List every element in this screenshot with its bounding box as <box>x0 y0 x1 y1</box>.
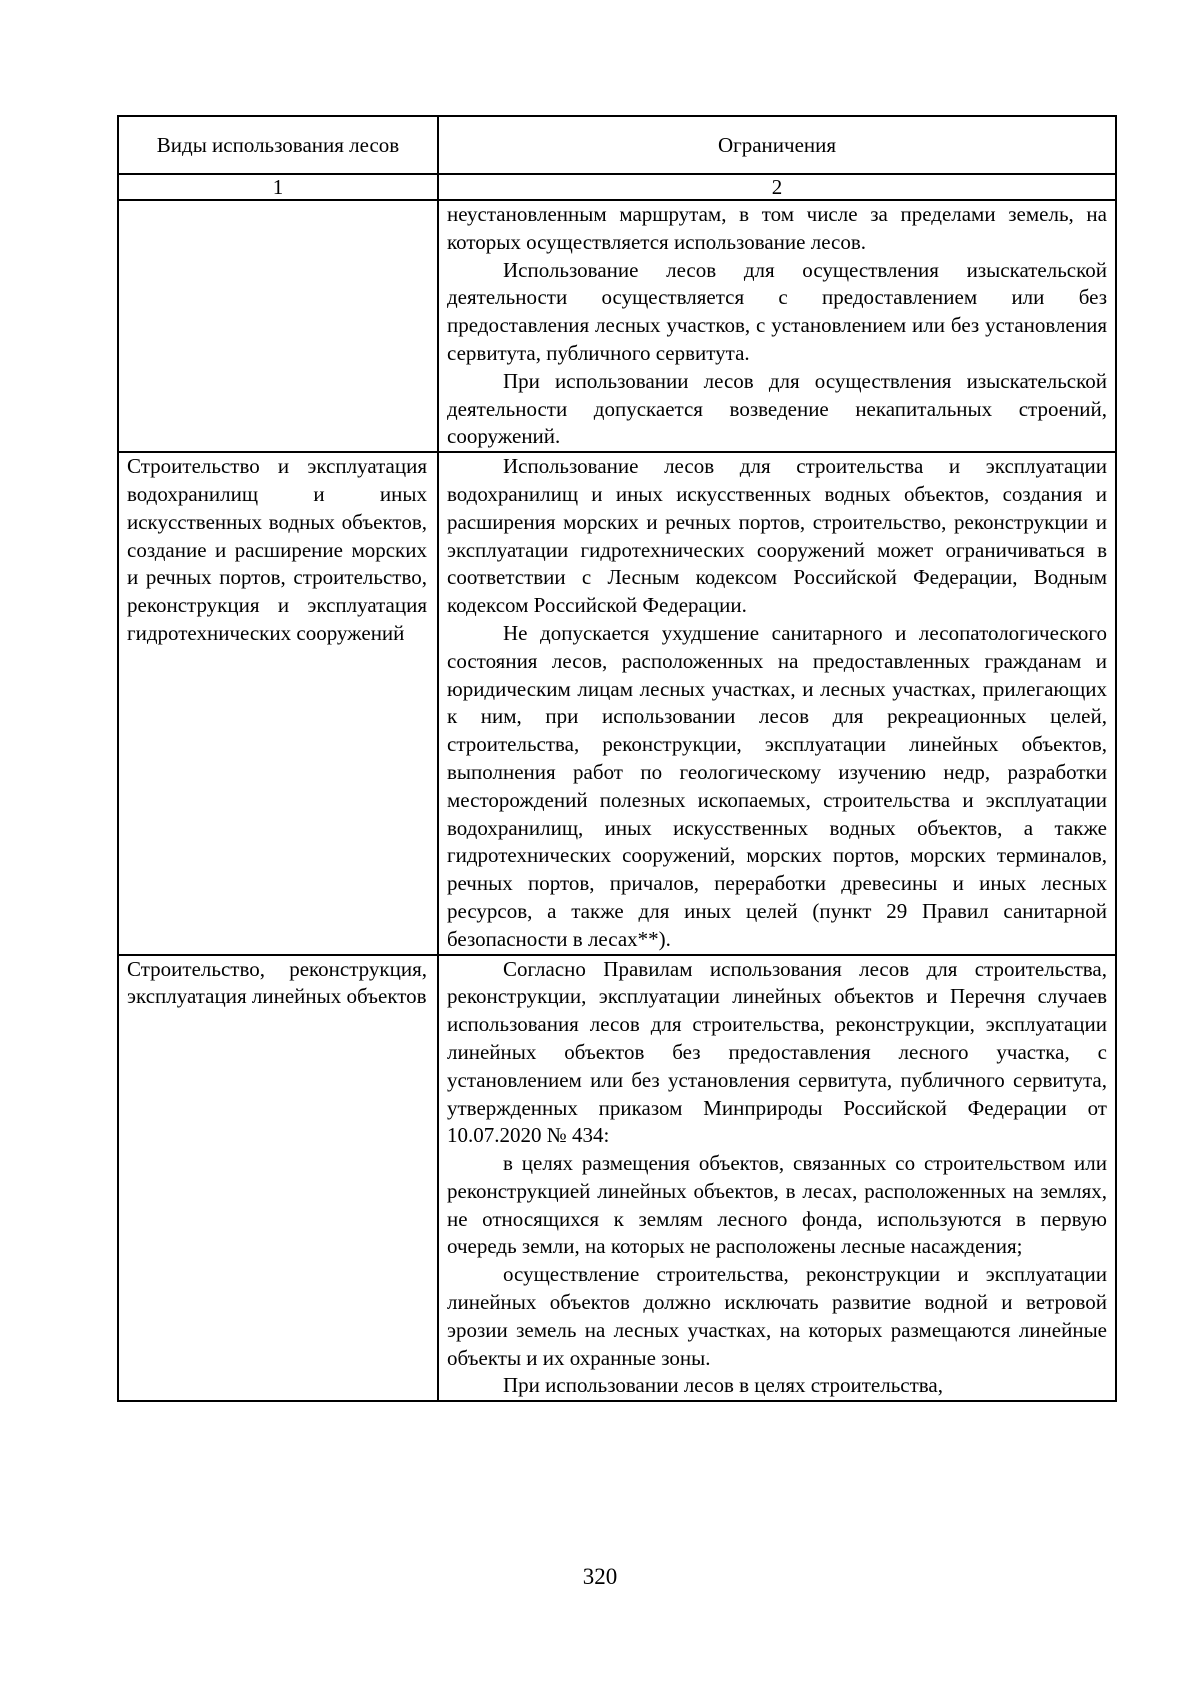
table-row <box>118 955 1116 1402</box>
restrictions-cell <box>438 200 1116 452</box>
table-header-row <box>118 116 1116 174</box>
restriction-paragraph: При использовании лесов для осуществления изыскательской деятельности допускается возведение некапитальных строений, сооружений. <box>447 368 1107 449</box>
restriction-paragraph: неустановленным маршрутам, в том числе за пределами земель, на которых осуществляется использование лесов. <box>447 202 1107 254</box>
restrictions-table <box>117 115 1117 1402</box>
forest-use-type-cell: Строительство, реконструкция, эксплуатация линейных объектов <box>118 955 438 1402</box>
header-forest-use-types: Виды использования лесов <box>118 116 438 174</box>
column-number-1: 1 <box>118 174 438 200</box>
page-number: 320 <box>582 1564 618 1589</box>
table-row <box>118 200 1116 452</box>
restriction-paragraph: При использовании лесов в целях строительства, <box>503 1373 944 1398</box>
restrictions-cell <box>438 955 1116 1402</box>
forest-use-type-cell <box>118 200 438 452</box>
header-restrictions: Ограничения <box>438 116 1116 174</box>
restriction-paragraph: осуществление строительства, реконструкции и эксплуатации линейных объектов должно исключать развитие водной и ветровой эрозии земель на лесных участках, на которых размещаются линейные объекты и их охранные зоны. <box>447 1262 1107 1370</box>
restriction-paragraph: Согласно Правилам использования лесов для строительства, реконструкции, эксплуатации линейных объектов и Перечня случаев использования лесов для строительства, реконструкции, эксплуатации линейных объектов без предоставления лесного участка, с установлением или без установления сервитута, публичного сервитута, утвержденных приказом Минприроды Российской Федерации от 10.07.2020 № 434: <box>447 956 1107 1148</box>
column-number-row <box>118 174 1116 200</box>
table-row <box>118 452 1116 954</box>
restriction-paragraph: Не допускается ухудшение санитарного и лесопатологического состояния лесов, расположенных на предоставленных гражданам и юридическим лицам лесных участках, и лесных участках, прилегающих к ним, при использовании лесов для рекреационных целей, строительства, реконструкции, эксплуатации линейных объектов, выполнения работ по геологическому изучению недр, разработки месторождений полезных ископаемых, строительства и эксплуатации водохранилищ, иных искусственных водных объектов, а также гидротехнических сооружений, морских портов, морских терминалов, речных портов, причалов, переработки древесины и иных лесных ресурсов, а также для иных целей (пункт 29 Правил санитарной безопасности в лесах**). <box>447 620 1107 951</box>
restriction-paragraph: Использование лесов для строительства и эксплуатации водохранилищ и иных искусственных водных объектов, создания и расширения морских и речных портов, строительство, реконструкции и эксплуатации гидротехнических сооружений может ограничиваться в соответствии с Лесным кодексом Российской Федерации, Водным кодексом Российской Федерации. <box>447 454 1107 618</box>
restriction-paragraph: Использование лесов для осуществления изыскательской деятельности осуществляется с предоставлением или без предоставления лесных участков, с установлением или без установления сервитута, публичного сервитута. <box>447 257 1107 365</box>
restriction-paragraph: в целях размещения объектов, связанных со строительством или реконструкцией линейных объектов, в лесах, расположенных на землях, не относящихся к землям лесного фонда, используются в первую очередь земли, на которых не расположены лесные насаждения; <box>447 1151 1107 1259</box>
column-number-2: 2 <box>438 174 1116 200</box>
restrictions-cell <box>438 452 1116 954</box>
forest-use-type-cell: Строительство и эксплуатация водохранилищ и иных искусственных водных объектов, создание и расширение морских и речных портов, строительство, реконструкция и эксплуатация гидротехнических сооружений <box>118 452 438 954</box>
